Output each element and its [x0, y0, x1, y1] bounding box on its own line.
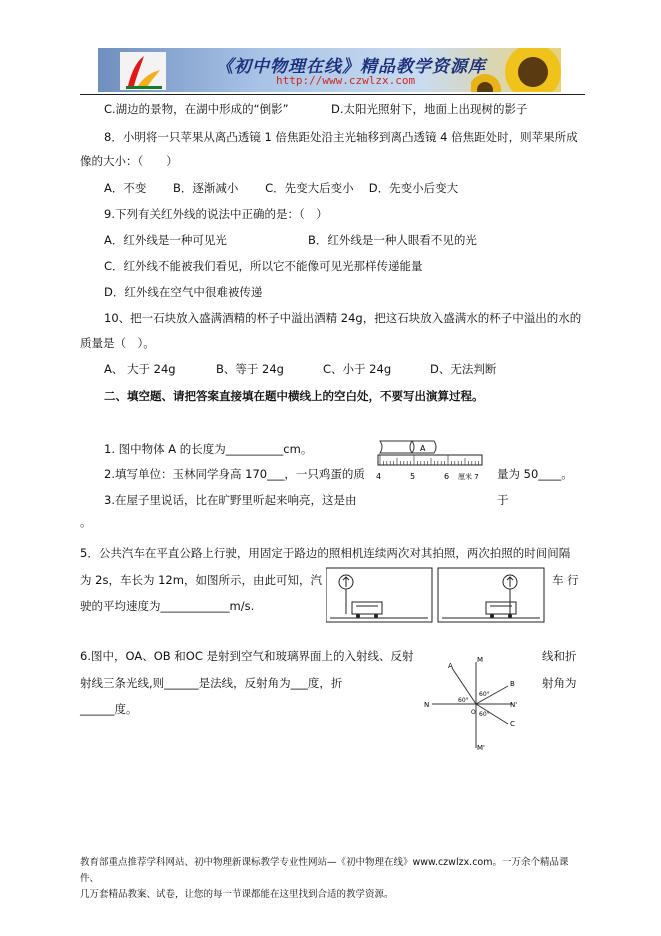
fill-5-line-3: 驶的平均速度为____________m/s. — [80, 599, 255, 613]
bus-photos-figure — [326, 566, 546, 626]
ruler-ticks — [380, 455, 482, 465]
label-o: O — [471, 709, 476, 716]
q7-option-c: C.湖边的景物，在湖中形成的“倒影” — [104, 102, 289, 116]
fill-2-tail: 量为 50____。 — [497, 467, 573, 481]
q8-stem-1: 8．小明将一只苹果从离凸透镜 1 倍焦距处沿主光轴移到离凸透镜 4 倍焦距处时，则苹果所成 — [104, 130, 578, 144]
ruler-tick-7: 厘米 7 — [458, 473, 479, 481]
header-rule — [80, 94, 585, 95]
fill-3-tail: 于 — [497, 493, 509, 507]
q10-option-c: C、小于 24g — [323, 362, 392, 376]
fill-6-line-2-tail: 射角为 — [542, 676, 577, 690]
site-url[interactable]: http://www.czwlzx.com — [276, 74, 416, 87]
fill-2-text: 2.填写单位：玉林同学身高 170___，一只鸡蛋的质 — [104, 467, 365, 481]
fill-5-line-1: 5．公共汽车在平直公路上行驶，用固定于路边的照相机连续两次对其拍照，两次拍照的时间间隔 — [80, 546, 571, 560]
optics-figure — [420, 656, 520, 752]
section-2-heading: 二、填空题、请把答案直接填在题中横线上的空白处，不要写出演算过程。 — [104, 389, 484, 403]
fill-5-line-2-tail: 车 行 — [552, 573, 579, 587]
angle-label-1: 60° — [458, 697, 469, 704]
fill-6-line-1-tail: 线和折 — [542, 649, 577, 663]
fill-6-line-3: ______度。 — [80, 702, 138, 716]
label-n: N — [424, 701, 430, 709]
bus-photo-1 — [326, 568, 432, 622]
site-title: 《初中物理在线》精品教学资源库 — [216, 57, 486, 77]
fill-5-line-2: 为 2s，车长为 12m，如图所示，由此可知，汽 — [80, 573, 322, 587]
label-b: B — [510, 680, 515, 688]
header-banner — [98, 48, 561, 92]
q9-option-a: A．红外线是一种可见光 — [104, 233, 227, 247]
fill-3-text: 3.在屋子里说话，比在旷野里听起来响亮，这是由 — [104, 493, 357, 507]
ruler-tick-6: 6 — [444, 472, 450, 481]
q9-option-c: C．红外线不能被我们看见，所以它不能像可见光那样传递能量 — [104, 259, 423, 273]
sunflower-icon — [471, 48, 561, 92]
ruler-figure — [372, 437, 488, 485]
q10-option-b: B、等于 24g — [216, 362, 284, 376]
angle-label-3: 60° — [479, 711, 490, 718]
fill-1-text: 1. 图中物体 A 的长度为__________cm。 — [104, 442, 313, 456]
ruler-tick-4: 4 — [376, 472, 382, 481]
q9-option-d: D．红外线在空气中很难被传递 — [104, 285, 263, 299]
q10-stem-1: 10、把一石块放入盛满酒精的杯子中溢出酒精 24g，把这石块放入盛满水的杯子中溢出的水的 — [104, 311, 582, 325]
bus-2 — [486, 602, 516, 614]
footer-line-2: 几万套精品教案、试卷，让您的每一节课都能在这里找到合适的教学资源。 — [80, 889, 394, 900]
label-m: M — [477, 656, 484, 664]
q8-options: A．不变 B．逐渐减小 C．先变大后变小 D．先变小后变大 — [104, 181, 459, 195]
q9-option-b: B．红外线是一种人眼看不见的光 — [308, 233, 477, 247]
object-a — [380, 441, 436, 453]
label-a: A — [448, 662, 453, 670]
fill-6-line-2: 射线三条光线,则______是法线，反射角为___度，折 — [80, 676, 343, 690]
q7-option-d: D.太阳光照射下，地面上出现树的影子 — [331, 102, 528, 116]
object-a-label: A — [420, 444, 426, 453]
q8-stem-2: 像的大小：（ ） — [80, 154, 178, 168]
footer-line-1: 教育部重点推荐学科网站、初中物理新课标教学专业性网站—《初中物理在线》www.czwlzx.com。一万余个精品课件、 — [80, 857, 569, 884]
ruler-tick-5: 5 — [410, 472, 416, 481]
site-logo-icon — [120, 52, 166, 90]
q10-stem-2: 质量是（ ）。 — [80, 336, 155, 350]
q10-option-a: A、 大于 24g — [104, 362, 176, 376]
label-m-prime: M' — [477, 744, 485, 752]
label-n-prime: N' — [510, 701, 518, 709]
bus-1 — [352, 602, 382, 614]
fill-3-end: 。 — [80, 515, 92, 529]
fill-6-line-1: 6.图中，OA、OB 和OC 是射到空气和玻璃界面上的入射线、反射 — [80, 649, 414, 663]
label-c: C — [510, 720, 515, 728]
q9-stem: 9.下列有关红外线的说法中正确的是：（ ） — [104, 207, 328, 221]
angle-label-2: 60° — [479, 691, 490, 698]
page-footer — [80, 855, 585, 903]
q10-option-d: D、无法判断 — [430, 362, 497, 376]
bus-photo-2 — [438, 568, 544, 622]
